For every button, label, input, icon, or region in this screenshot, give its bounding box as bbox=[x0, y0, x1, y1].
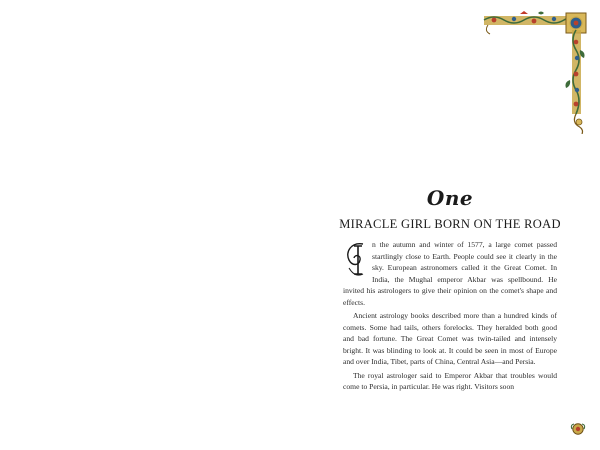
right-page bbox=[300, 0, 600, 450]
paragraph: Ancient astrology books described more than a hundred kinds of comets. Some had tails, others forelocks. They heralded both good and bad fortune. The Great Comet was twin-tailed and intensely bright. It was blinding to look at. It could be seen in most of Europe and over India, Tibet, parts of China, Central Asia—and Persia. bbox=[343, 311, 557, 366]
first-paragraph-text: n the autumn and winter of 1577, a large comet passed startlingly close to Earth. People could see it clearly in the sky. European astronomers called it the Great Comet. In India, the Mughal emperor Akbar was spellbound. He invited his astrologers to give their opinion on the comet's shape and effects. bbox=[343, 240, 557, 307]
drop-cap bbox=[343, 240, 369, 280]
corner-ornament-icon bbox=[480, 10, 592, 134]
paragraph bbox=[343, 239, 557, 308]
chapter-number: One bbox=[426, 186, 474, 210]
chapter-body bbox=[343, 239, 557, 393]
paragraph: The royal astrologer said to Emperor Akbar that troubles would come to Persia, in particular. He was right. Visitors soon bbox=[343, 370, 557, 391]
chapter-title: MIRACLE GIRL BORN ON THE ROAD bbox=[339, 217, 561, 231]
footer-flourish-icon bbox=[570, 422, 586, 436]
